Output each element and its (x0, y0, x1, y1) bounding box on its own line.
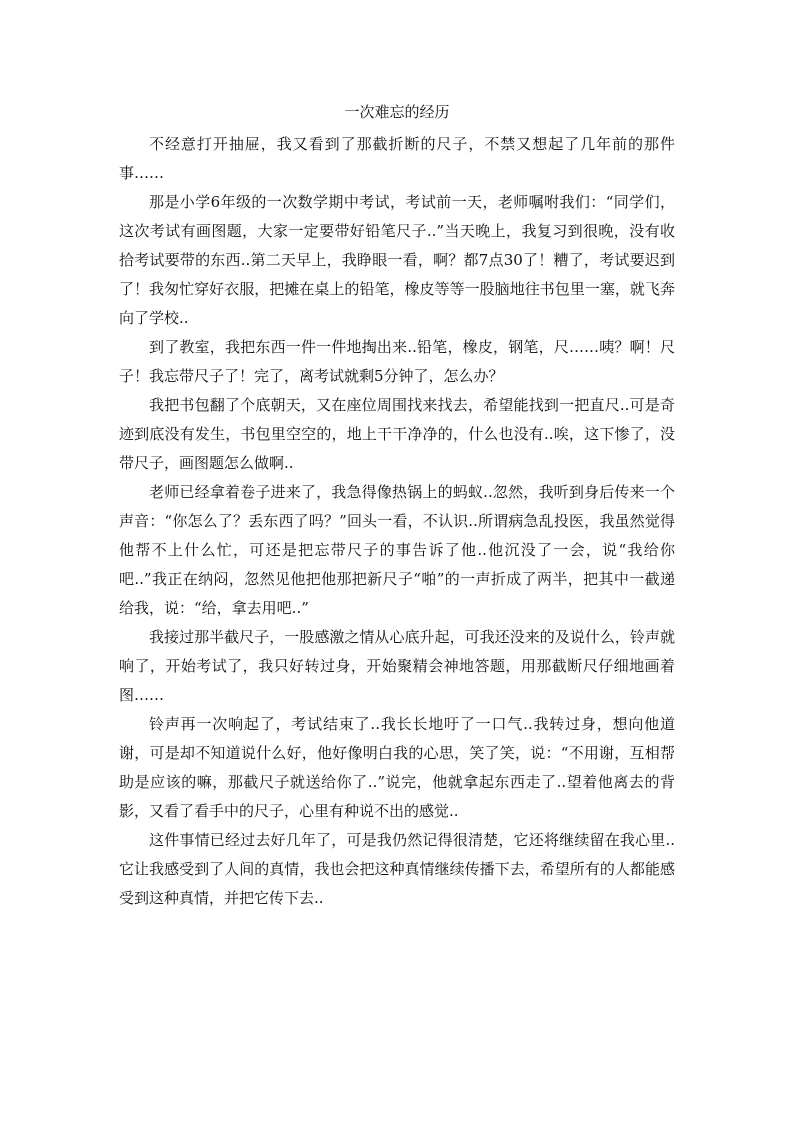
document-title: 一次难忘的经历 (344, 103, 450, 121)
paragraph-2: 那是小学6年级的一次数学期中考试，考试前一天，老师嘱咐我们：“同学们，这次考试有画图题，大家一定要带好铅笔尺子..”当天晚上，我复习到很晚，没有收拾考试要带的东西..第二天早上，我睁眼一看，啊？都7点30了！糟了，考试要迟到了！我匆忙穿好衣服，把摊在桌上的铅笔，橡皮等等一股脑地往书包里一塞，就飞奔向了学校.. (119, 193, 675, 327)
paragraph-5: 老师已经拿着卷子进来了，我急得像热锅上的蚂蚁..忽然，我听到身后传来一个声音：“你怎么了？丢东西了吗？”回头一看，不认识..所谓病急乱投医，我虽然觉得他帮不上什么忙，可还是把忘带尺子的事告诉了他..他沉没了一会，说“我给你吧..”我正在纳闷，忽然见他把他那把新尺子“啪”的一声折成了两半，把其中一截递给我，说：“给，拿去用吧..” (119, 483, 675, 617)
paragraph-8: 这件事情已经过去好几年了，可是我仍然记得很清楚，它还将继续留在我心里..它让我感受到了人间的真情，我也会把这种真情继续传播下去，希望所有的人都能感受到这种真情，并把它传下去.. (119, 831, 675, 907)
paragraph-1: 不经意打开抽屉，我又看到了那截折断的尺子，不禁又想起了几年前的那件事…… (119, 135, 675, 182)
document-page (119, 100, 675, 913)
paragraph-3: 到了教室，我把东西一件一件地掏出来..铅笔，橡皮，钢笔，尺……咦？啊！尺子！我忘带尺子了！完了，离考试就剩5分钟了，怎么办？ (119, 338, 675, 385)
paragraph-6: 我接过那半截尺子，一股感激之情从心底升起，可我还没来的及说什么，铃声就响了，开始考试了，我只好转过身，开始聚精会神地答题，用那截断尺仔细地画着图…… (119, 628, 675, 704)
paragraph-4: 我把书包翻了个底朝天，又在座位周围找来找去，希望能找到一把直尺..可是奇迹到底没有发生，书包里空空的，地上干干净净的，什么也没有..唉，这下惨了，没带尺子，画图题怎么做啊.. (119, 396, 675, 472)
paragraph-7: 铃声再一次响起了，考试结束了..我长长地吁了一口气..我转过身，想向他道谢，可是却不知道说什么好，他好像明白我的心思，笑了笑，说：“不用谢，互相帮助是应该的嘛，那截尺子就送给你了..”说完，他就拿起东西走了..望着他离去的背影，又看了看手中的尺子，心里有种说不出的感觉.. (119, 715, 675, 820)
